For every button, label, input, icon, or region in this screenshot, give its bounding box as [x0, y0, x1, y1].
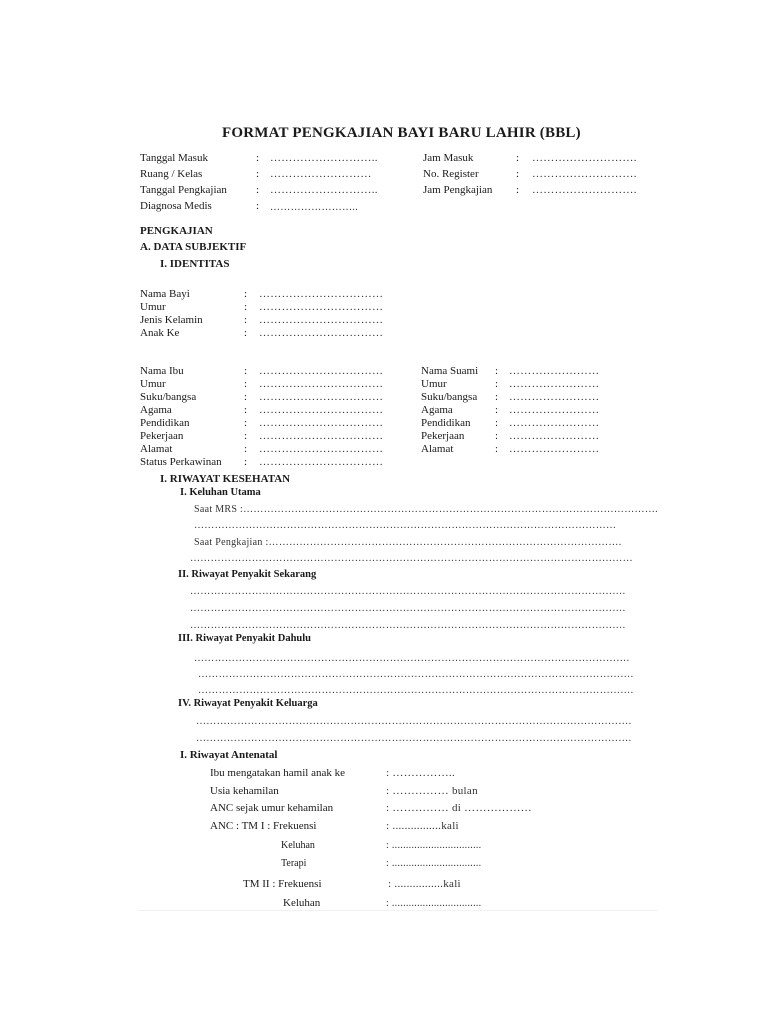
- anc-sejak-label: ANC sejak umur kehamilan: [210, 802, 334, 814]
- nama-ibu-label: Nama Ibu: [140, 365, 184, 377]
- pengkajian-heading: PENGKAJIAN: [140, 225, 213, 237]
- colon: :: [244, 327, 248, 339]
- page-bottom-edge: [138, 910, 658, 911]
- colon: :: [516, 184, 520, 196]
- saat-mrs-line: Saat MRS :………………………………………………………………………………………………………….: [194, 504, 658, 515]
- anc-sejak-value: : …………… di ………………: [386, 802, 532, 814]
- colon: :: [256, 168, 260, 180]
- jenis-kelamin-label: Jenis Kelamin: [140, 314, 203, 326]
- colon: :: [256, 184, 260, 196]
- saat-pengkajian-cont-line: …………………………………………………………………………………………………………………: [190, 553, 633, 564]
- tm2-keluhan-label: Keluhan: [283, 897, 321, 909]
- status-perkawinan-value: ……………………………: [259, 456, 384, 468]
- colon: :: [244, 288, 248, 300]
- tm1-keluhan-label: Keluhan: [281, 840, 315, 851]
- dahulu-line: ……………………………………………………………………………………………………………….: [198, 685, 634, 696]
- umur-suami-value: ……………………: [509, 378, 600, 390]
- ruang-kelas-label: Ruang / Kelas: [140, 168, 203, 180]
- anak-ke-label: Anak Ke: [140, 327, 180, 339]
- jam-pengkajian-value: ……………………….: [532, 184, 637, 196]
- pendidikan-ibu-value: ……………………………: [259, 417, 384, 429]
- riwayat-penyakit-dahulu-heading: III. Riwayat Penyakit Dahulu: [178, 633, 312, 644]
- colon: :: [495, 391, 499, 403]
- colon: :: [495, 378, 499, 390]
- keluhan-utama-heading: I. Keluhan Utama: [180, 487, 261, 498]
- colon: :: [516, 168, 520, 180]
- riwayat-antenatal-heading: I. Riwayat Antenatal: [180, 749, 278, 761]
- status-perkawinan-label: Status Perkawinan: [140, 456, 222, 468]
- sekarang-line: ……………………………………………………………………………………………………………….: [190, 620, 626, 631]
- pekerjaan-suami-label: Pekerjaan: [421, 430, 465, 442]
- agama-suami-label: Agama: [421, 404, 453, 416]
- colon: :: [244, 417, 248, 429]
- colon: :: [244, 365, 248, 377]
- dahulu-line: ……………………………………………………………………………………………………………….: [194, 653, 630, 664]
- agama-ibu-label: Agama: [140, 404, 172, 416]
- identitas-heading: I. IDENTITAS: [160, 258, 230, 270]
- umur-ibu-label: Umur: [140, 378, 166, 390]
- colon: :: [495, 443, 499, 455]
- tanggal-masuk-label: Tanggal Masuk: [140, 152, 208, 164]
- nama-suami-value: ……………………: [509, 365, 600, 377]
- umur-suami-label: Umur: [421, 378, 447, 390]
- colon: :: [244, 456, 248, 468]
- colon: :: [244, 314, 248, 326]
- tanggal-masuk-value: ………………………..: [270, 152, 378, 164]
- tm1-terapi-value: : ................................: [386, 858, 482, 869]
- nama-bayi-label: Nama Bayi: [140, 288, 190, 300]
- tm1-keluhan-value: : ................................: [386, 840, 482, 851]
- usia-kehamilan-value: : …………… bulan: [386, 785, 478, 797]
- colon: :: [256, 152, 260, 164]
- saat-pengkajian-line: Saat Pengkajian :………………………………………………………………………………………….: [194, 537, 622, 548]
- dahulu-line: ……………………………………………………………………………………………………………….: [198, 669, 634, 680]
- pekerjaan-suami-value: ……………………: [509, 430, 600, 442]
- pekerjaan-ibu-label: Pekerjaan: [140, 430, 184, 442]
- keluarga-line: ……………………………………………………………………………………………………………….: [196, 733, 632, 744]
- diagnosa-medis-value: ……………………..: [270, 202, 358, 213]
- alamat-ibu-value: ……………………………: [259, 443, 384, 455]
- colon: :: [244, 404, 248, 416]
- colon: :: [244, 391, 248, 403]
- anak-ke-value: ……………………………: [259, 327, 384, 339]
- alamat-ibu-label: Alamat: [140, 443, 173, 455]
- sekarang-line: ……………………………………………………………………………………………………………….: [190, 603, 626, 614]
- jam-masuk-label: Jam Masuk: [423, 152, 474, 164]
- anc-tm1-frekuensi-value: : ................kali: [386, 820, 459, 832]
- pendidikan-suami-value: ……………………: [509, 417, 600, 429]
- pekerjaan-ibu-value: ……………………………: [259, 430, 384, 442]
- tm2-keluhan-value: : ................................: [386, 898, 482, 909]
- nama-ibu-value: ……………………………: [259, 365, 384, 377]
- tm2-frekuensi-value: : ................kali: [388, 878, 461, 890]
- alamat-suami-value: ……………………: [509, 443, 600, 455]
- colon: :: [244, 378, 248, 390]
- suku-bangsa-ibu-value: ……………………………: [259, 391, 384, 403]
- ruang-kelas-value: ………………………: [270, 168, 372, 180]
- data-subjektif-heading: A. DATA SUBJEKTIF: [140, 241, 247, 253]
- document-title: FORMAT PENGKAJIAN BAYI BARU LAHIR (BBL): [222, 125, 581, 141]
- pendidikan-suami-label: Pendidikan: [421, 417, 471, 429]
- umur-bayi-value: ……………………………: [259, 301, 384, 313]
- colon: :: [244, 301, 248, 313]
- hamil-anak-ke-value: : ……………..: [386, 767, 456, 779]
- usia-kehamilan-label: Usia kehamilan: [210, 785, 279, 797]
- colon: :: [516, 152, 520, 164]
- jam-pengkajian-label: Jam Pengkajian: [423, 184, 493, 196]
- umur-ibu-value: ……………………………: [259, 378, 384, 390]
- hamil-anak-ke-label: Ibu mengatakan hamil anak ke: [210, 767, 346, 779]
- suku-bangsa-suami-label: Suku/bangsa: [421, 391, 478, 403]
- tanggal-pengkajian-value: ………………………..: [270, 184, 378, 196]
- sekarang-line: ……………………………………………………………………………………………………………….: [190, 586, 626, 597]
- agama-ibu-value: ……………………………: [259, 404, 384, 416]
- riwayat-penyakit-sekarang-heading: II. Riwayat Penyakit Sekarang: [178, 569, 317, 580]
- anc-tm1-frekuensi-label: ANC : TM I : Frekuensi: [210, 820, 317, 832]
- pendidikan-ibu-label: Pendidikan: [140, 417, 190, 429]
- colon: :: [495, 430, 499, 442]
- colon: :: [495, 417, 499, 429]
- colon: :: [244, 430, 248, 442]
- umur-bayi-label: Umur: [140, 301, 166, 313]
- colon: :: [495, 365, 499, 377]
- tm2-frekuensi-label: TM II : Frekuensi: [243, 878, 322, 890]
- colon: :: [256, 200, 260, 212]
- jam-masuk-value: ……………………….: [532, 152, 637, 164]
- no-register-value: ……………………….: [532, 168, 637, 180]
- suku-bangsa-ibu-label: Suku/bangsa: [140, 391, 197, 403]
- tm1-terapi-label: Terapi: [281, 858, 307, 869]
- suku-bangsa-suami-value: ……………………: [509, 391, 600, 403]
- riwayat-kesehatan-heading: I. RIWAYAT KESEHATAN: [160, 473, 291, 485]
- saat-mrs-cont-line: ……………………………………………………………………………………………………………: [194, 520, 617, 531]
- agama-suami-value: ……………………: [509, 404, 600, 416]
- keluarga-line: ……………………………………………………………………………………………………………….: [196, 716, 632, 727]
- riwayat-penyakit-keluarga-heading: IV. Riwayat Penyakit Keluarga: [178, 698, 318, 709]
- tanggal-pengkajian-label: Tanggal Pengkajian: [140, 184, 227, 196]
- colon: :: [495, 404, 499, 416]
- nama-bayi-value: ……………………………: [259, 288, 384, 300]
- no-register-label: No. Register: [423, 168, 479, 180]
- nama-suami-label: Nama Suami: [421, 365, 479, 377]
- jenis-kelamin-value: ……………………………: [259, 314, 384, 326]
- diagnosa-medis-label: Diagnosa Medis: [140, 200, 212, 212]
- colon: :: [244, 443, 248, 455]
- alamat-suami-label: Alamat: [421, 443, 454, 455]
